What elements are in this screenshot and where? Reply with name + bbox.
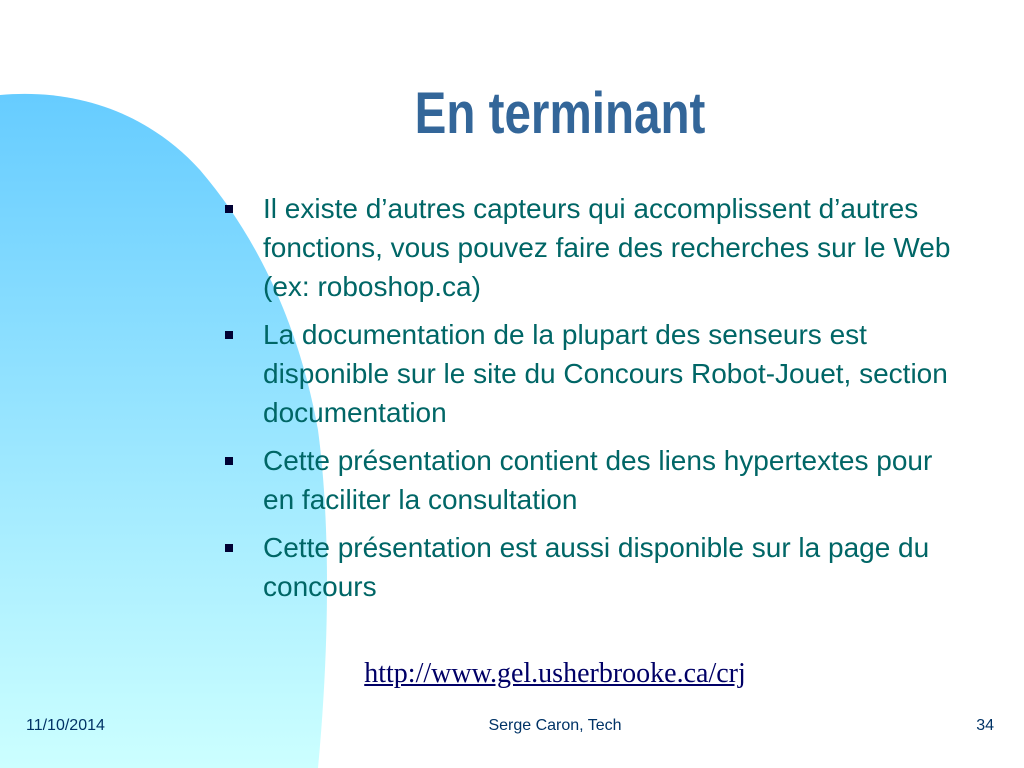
bullet-list bbox=[225, 189, 965, 615]
bullet-text: La documentation de la plupart des senseurs est disponible sur le site du Concours Robot-Jouet, section documentation bbox=[263, 319, 948, 428]
slide-title: En terminant bbox=[414, 81, 706, 146]
square-bullet-icon bbox=[225, 544, 233, 552]
bullet-item bbox=[225, 528, 965, 606]
footer-page-number: 34 bbox=[976, 717, 994, 734]
square-bullet-icon bbox=[225, 205, 233, 213]
bullet-item bbox=[225, 315, 965, 432]
footer-author: Serge Caron, Tech bbox=[488, 717, 622, 734]
footer-date: 11/10/2014 bbox=[26, 717, 105, 734]
bullet-text: Il existe d’autres capteurs qui accomplissent d’autres fonctions, vous pouvez faire des recherches sur le Web (ex: roboshop.ca) bbox=[263, 193, 951, 302]
bullet-text: Cette présentation contient des liens hypertextes pour en faciliter la consultation bbox=[263, 445, 933, 515]
contest-website-link[interactable]: http://www.gel.usherbrooke.ca/crj bbox=[364, 658, 746, 689]
square-bullet-icon bbox=[225, 457, 233, 465]
bullet-item bbox=[225, 441, 965, 519]
bullet-text: Cette présentation est aussi disponible sur la page du concours bbox=[263, 532, 930, 602]
bullet-item bbox=[225, 189, 965, 306]
square-bullet-icon bbox=[225, 331, 233, 339]
